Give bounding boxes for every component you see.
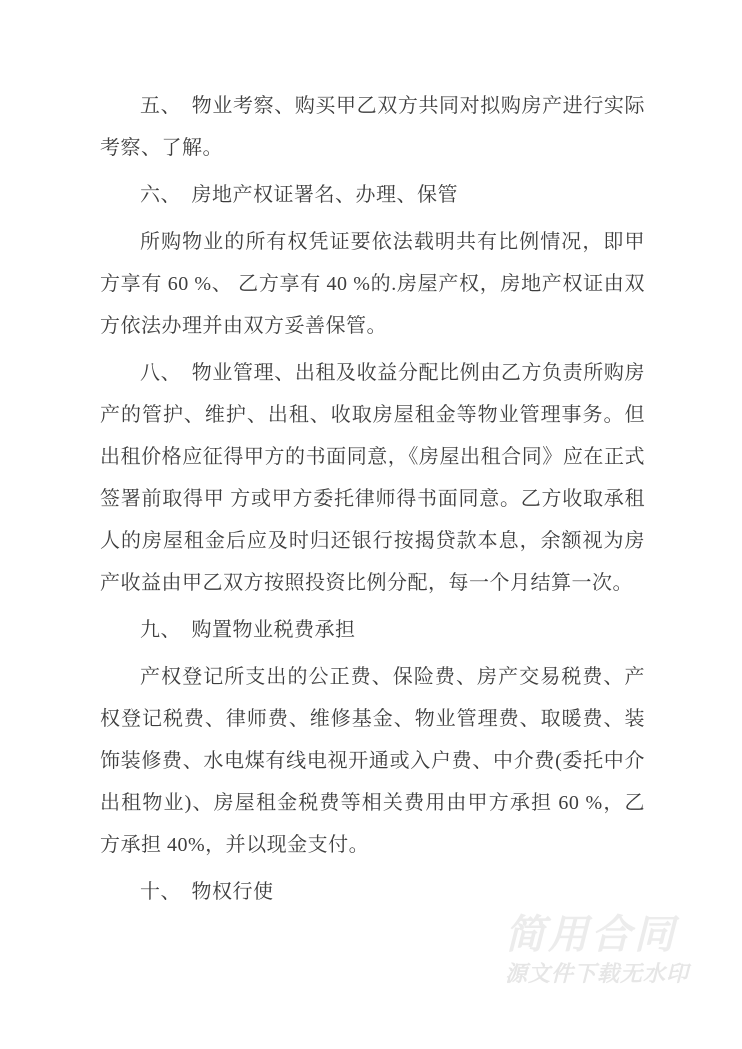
clause-8-management-rental: 八、 物业管理、出租及收益分配比例由乙方负责所购房产的管护、维护、出租、收取房屋租金等物业管理事务。但出租价格应征得甲方的书面同意，《房屋出租合同》应在正式签署前取得甲 方或甲方委托律师得书面同意。乙方收取承租人的房屋租金后应及时归还银行按揭贷款本息，余额视为房产收益由甲乙双方按照投资比例分配，每一个月结算一次。 (100, 362, 645, 594)
document-body (100, 85, 645, 918)
clause-5-property-inspection: 五、 物业考察、购买甲乙双方共同对拟购房产进行实际考察、了解。 (100, 95, 645, 159)
watermark-subtitle: 源文件下载无水印 (505, 961, 690, 986)
clause-9-taxes-body: 产权登记所支出的公正费、保险费、房产交易税费、产权登记税费、律师费、维修基金、物业管理费、取暖费、装饰装修费、水电煤有线电视开通或入户费、中介费(委托中介出租物业)、房屋租金税费等相关费用由甲方承担 60 %，乙方承担 40%，并以现金支付。 (100, 666, 645, 856)
clause-10-rights-heading: 十、 物权行使 (140, 881, 274, 903)
clause-9-taxes-heading: 九、 购置物业税费承担 (140, 619, 356, 641)
watermark-title: 简用合同 (505, 913, 677, 957)
watermark (505, 913, 689, 987)
clause-6-deed-body: 所购物业的所有权凭证要依法载明共有比例情况，即甲方享有 60 %、 乙方享有 40 %的.房屋产权，房地产权证由双方依法办理并由双方妥善保管。 (100, 231, 645, 337)
clause-6-deed-heading: 六、 房地产权证署名、办理、保管 (140, 184, 458, 206)
